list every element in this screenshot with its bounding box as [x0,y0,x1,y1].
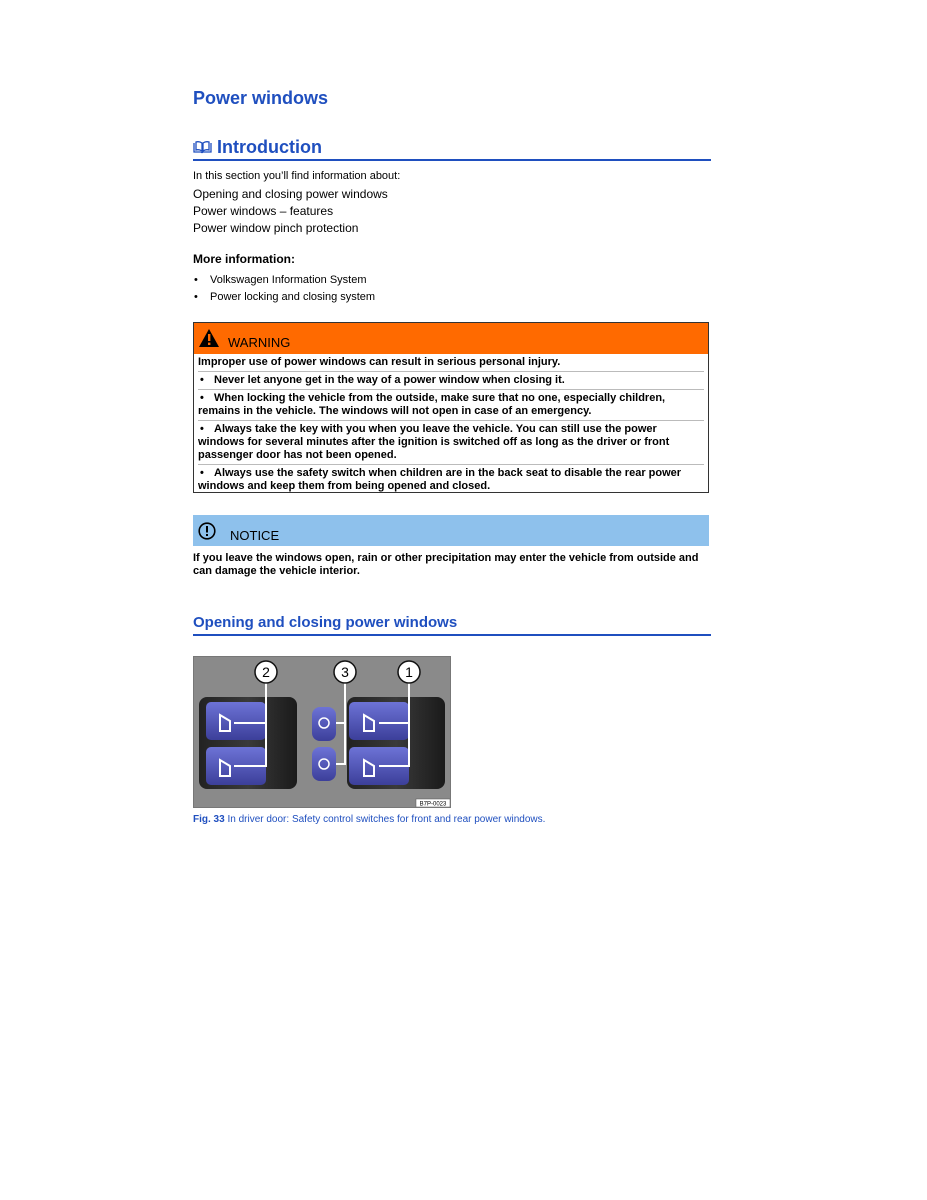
callout-label: 1 [405,664,413,680]
left-front-window-switch [206,702,266,740]
notice-label: NOTICE [230,528,280,543]
intro-heading-text: Introduction [217,136,322,157]
safety-button-top [312,707,336,741]
warning-triangle-icon [198,328,220,348]
warning-item: • Always take the key with you when you leave the vehicle. You can still use the power windows for several minutes after the ignition is switched off as long as the driver or front passenger door has not been opened. [198,420,704,462]
exclamation-circle-icon [198,522,216,540]
topic-list [193,186,388,237]
intro-heading [193,135,711,161]
right-front-window-switch [349,702,409,740]
notice-text: If you leave the windows open, rain or other precipitation may enter the vehicle from outside and can damage the vehicle interior. [193,552,699,577]
switch-panel-illustration [194,657,451,808]
warning-lead: Improper use of power windows can result in serious personal injury. [198,356,561,368]
warning-item: • Always use the safety switch when children are in the back seat to disable the rear power windows and keep them from being opened and closed. [198,464,704,493]
topic-item: Opening and closing power windows [193,187,388,201]
callout-label: 3 [341,664,349,680]
caption-number: Fig. 33 [193,814,225,825]
more-info-title: More information: [193,252,295,266]
intro-lead: In this section you’ll find information about: [193,170,401,182]
warning-item: • Never let anyone get in the way of a power window when closing it. [198,371,704,387]
more-info-item: • Power locking and closing system [193,289,375,306]
more-info-list [193,272,375,306]
figure-code: B7P-0023 [419,801,447,808]
warning-item: • When locking the vehicle from the outside, make sure that no one, especially children, remains in the vehicle. The windows will not open in case of an emergency. [198,389,704,418]
figure-window-switches [193,656,451,808]
safety-button-bottom [312,747,336,781]
subsection-title: Opening and closing power windows [193,614,711,636]
topic-item: Power window pinch protection [193,221,359,235]
callout-label: 2 [262,664,270,680]
notice-header [193,515,709,546]
figure-caption [193,814,545,825]
warning-label: WARNING [228,335,291,350]
warning-body [194,354,708,493]
section-title: Power windows [193,88,329,108]
caption-text: In driver door: Safety control switches for front and rear power windows. [227,814,546,825]
topic-item: Power windows – features [193,204,334,218]
warning-header [194,323,708,354]
more-info-item: • Volkswagen Information System [193,272,375,289]
book-icon [193,140,212,154]
warning-box [193,322,709,493]
